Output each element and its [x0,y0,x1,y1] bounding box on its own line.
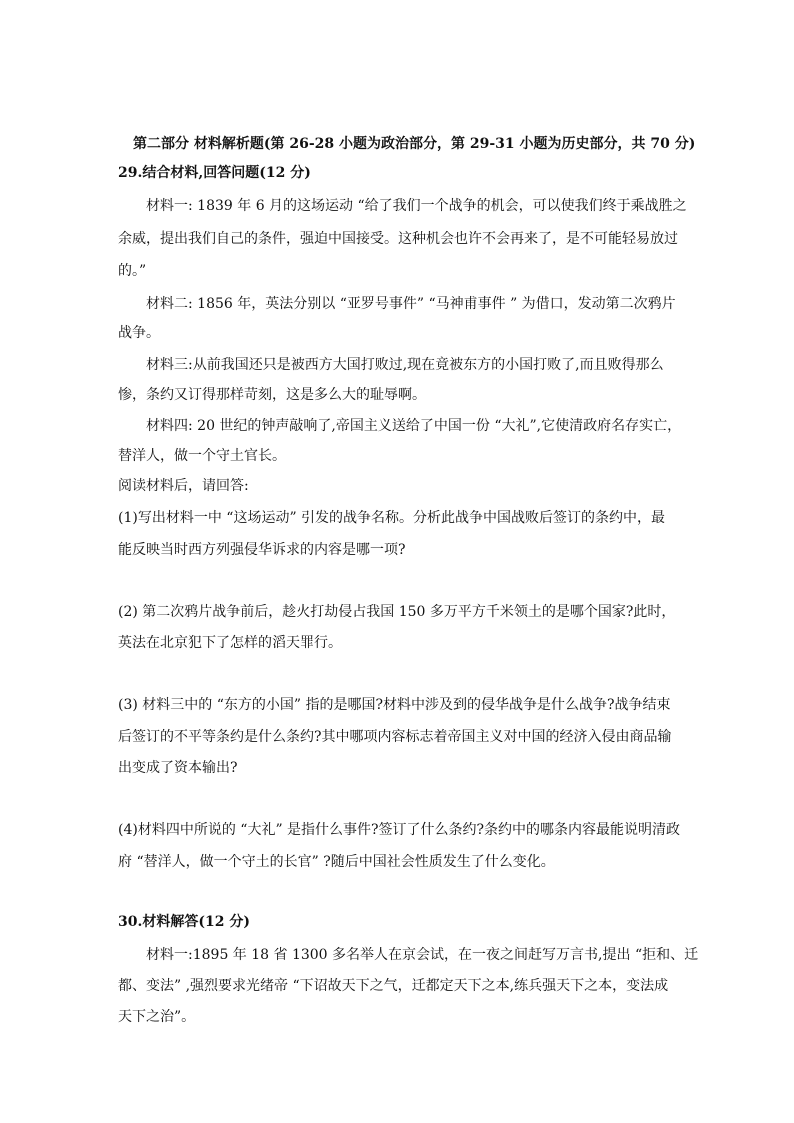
q29-material4-line1: 材料四: 20 世纪的钟声敲响了,帝国主义送给了中国一份 “大礼”,它使清政府名存实亡， [146,418,682,434]
q29-prompt: 阅读材料后，请回答: [118,478,249,494]
q30-material1-line1: 材料一:1895 年 18 省 1300 多名举人在京会试，在一夜之间赶写万言书,提出 “拒和、迁 [146,947,699,963]
q29-material1-line1: 材料一: 1839 年 6 月的这场运动 “给了我们一个战争的机会，可以使我们终于乘战胜之 [146,198,687,214]
q30-material1-line2: 都、变法” ,强烈要求光绪帝 “下诏故天下之气，迁都定天下之本,练兵强天下之本，变法成 [118,978,669,994]
q29-subquestion2-line2: 英法在北京犯下了怎样的滔天罪行。 [118,635,342,651]
question-30-title: 30.材料解答(12 分) [118,914,250,930]
q29-material3-line2: 惨，条约又订得那样苛刻，这是多么大的耻辱啊。 [118,387,426,403]
q30-material1-line3: 天下之治”。 [118,1009,196,1025]
section-heading: 第二部分 材料解析题(第 26-28 小题为政治部分，第 29-31 小题为历史部分，共 70 分) [133,136,696,152]
q29-material4-line2: 替洋人，做一个守土官长。 [118,448,286,464]
q29-subquestion1-line2: 能反映当时西方列强侵华诉求的内容是哪一项? [118,542,406,558]
q29-subquestion3-line3: 出变成了资本输出? [118,760,238,776]
q29-subquestion3-line1: (3) 材料三中的 “东方的小国” 指的是哪国?材料中涉及到的侵华战争是什么战争?战争结束 [118,697,671,713]
question-29-title: 29.结合材料,回答问题(12 分) [118,165,311,181]
q29-subquestion3-line2: 后签订的不平等条约是什么条约?其中哪项内容标志着帝国主义对中国的经济入侵由商品输 [118,729,672,745]
q29-subquestion4-line1: (4)材料四中所说的 “大礼” 是指什么事件?签订了什么条约?条约中的哪条内容最能说明清政 [118,822,681,838]
q29-material3-line1: 材料三:从前我国还只是被西方大国打败过,现在竟被东方的小国打败了,而且败得那么 [146,357,664,373]
q29-material2-line1: 材料二: 1856 年，英法分别以 “亚罗号事件” “马神甫事件 ” 为借口，发动第二次鸦片 [146,296,676,312]
q29-subquestion4-line2: 府 “替洋人，做一个守土的长官” ?随后中国社会性质发生了什么变化。 [118,854,555,870]
q29-subquestion1-line1: (1)写出材料一中 “这场运动” 引发的战争名称。分析此战争中国战败后签订的条约中，最 [118,510,666,526]
q29-subquestion2-line1: (2) 第二次鸦片战争前后，趁火打劫侵占我国 150 多万平方千米领土的是哪个国家?此时， [118,604,676,620]
q29-material1-line2: 余威，提出我们自己的条件，强迫中国接受。这种机会也许不会再来了，是不可能轻易放过 [118,231,678,247]
q29-material2-line2: 战争。 [118,325,160,341]
q29-material1-line3: 的。” [118,263,147,279]
